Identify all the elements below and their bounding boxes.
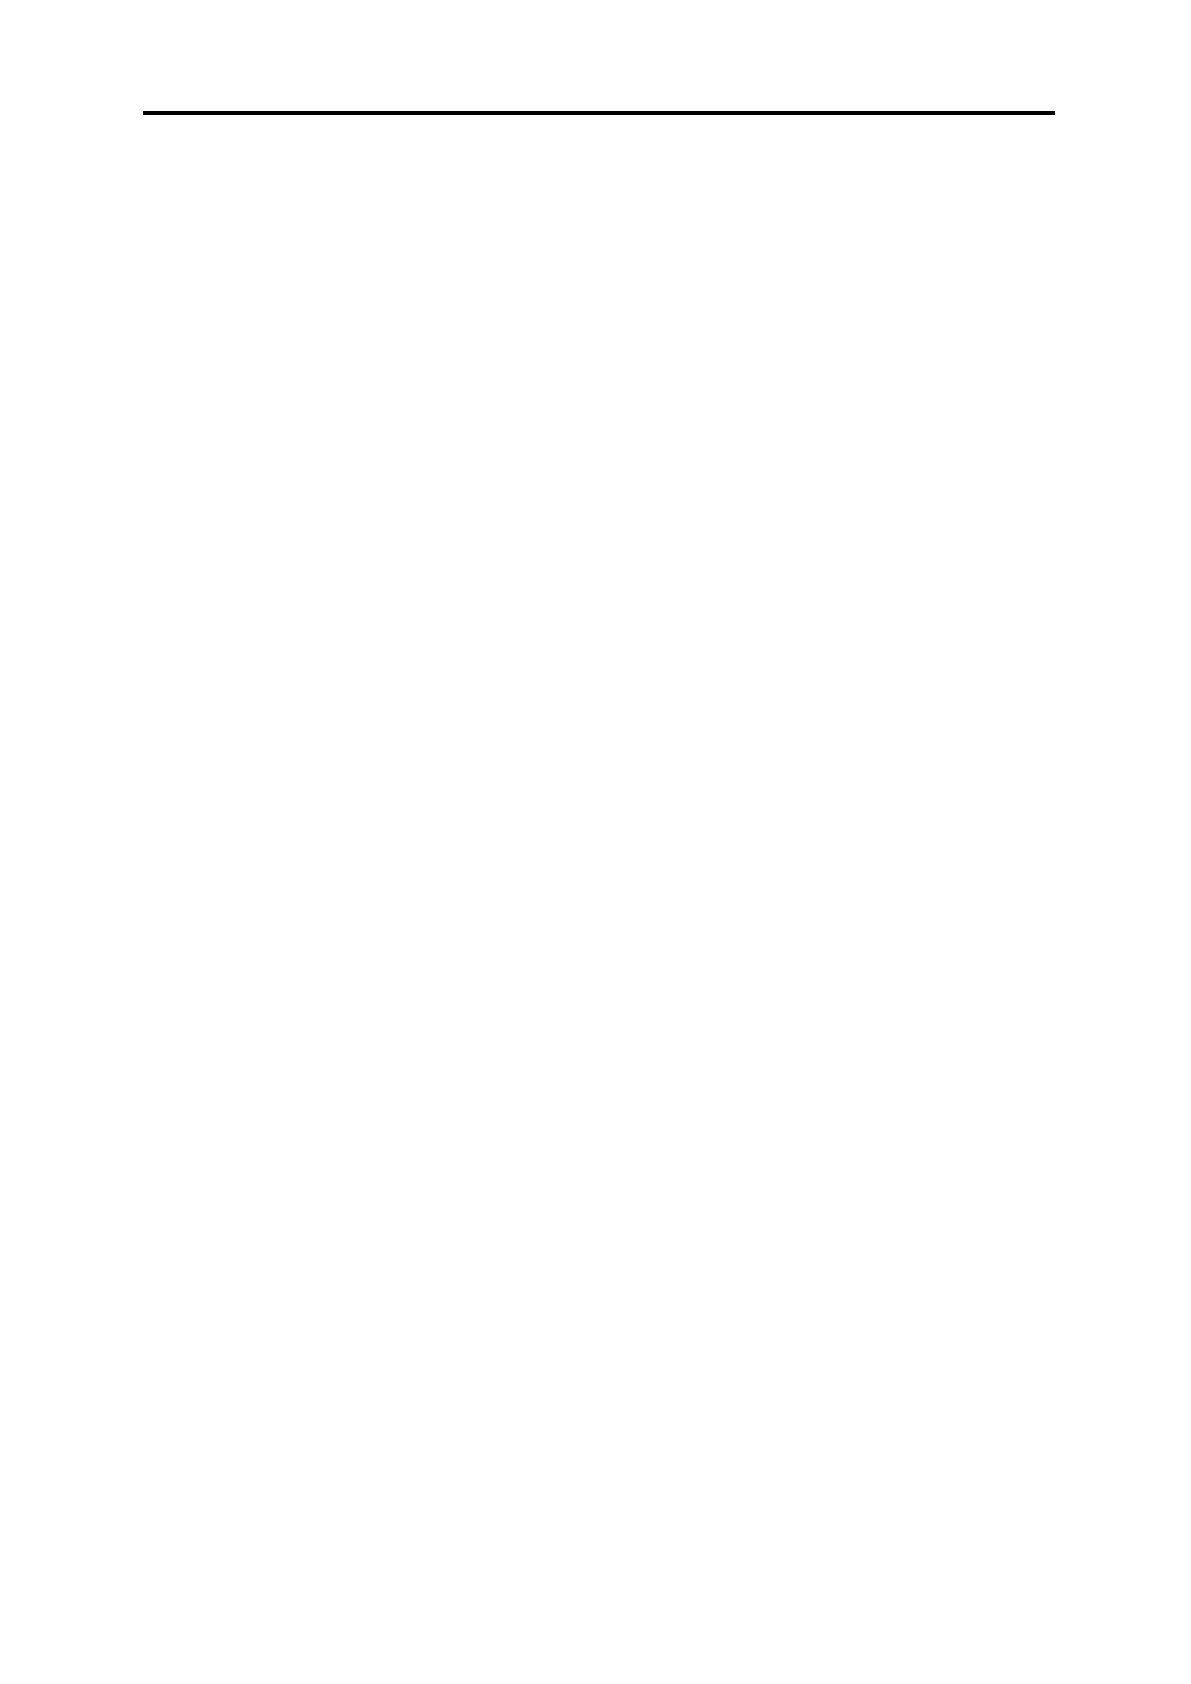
header-rule bbox=[143, 111, 1055, 115]
